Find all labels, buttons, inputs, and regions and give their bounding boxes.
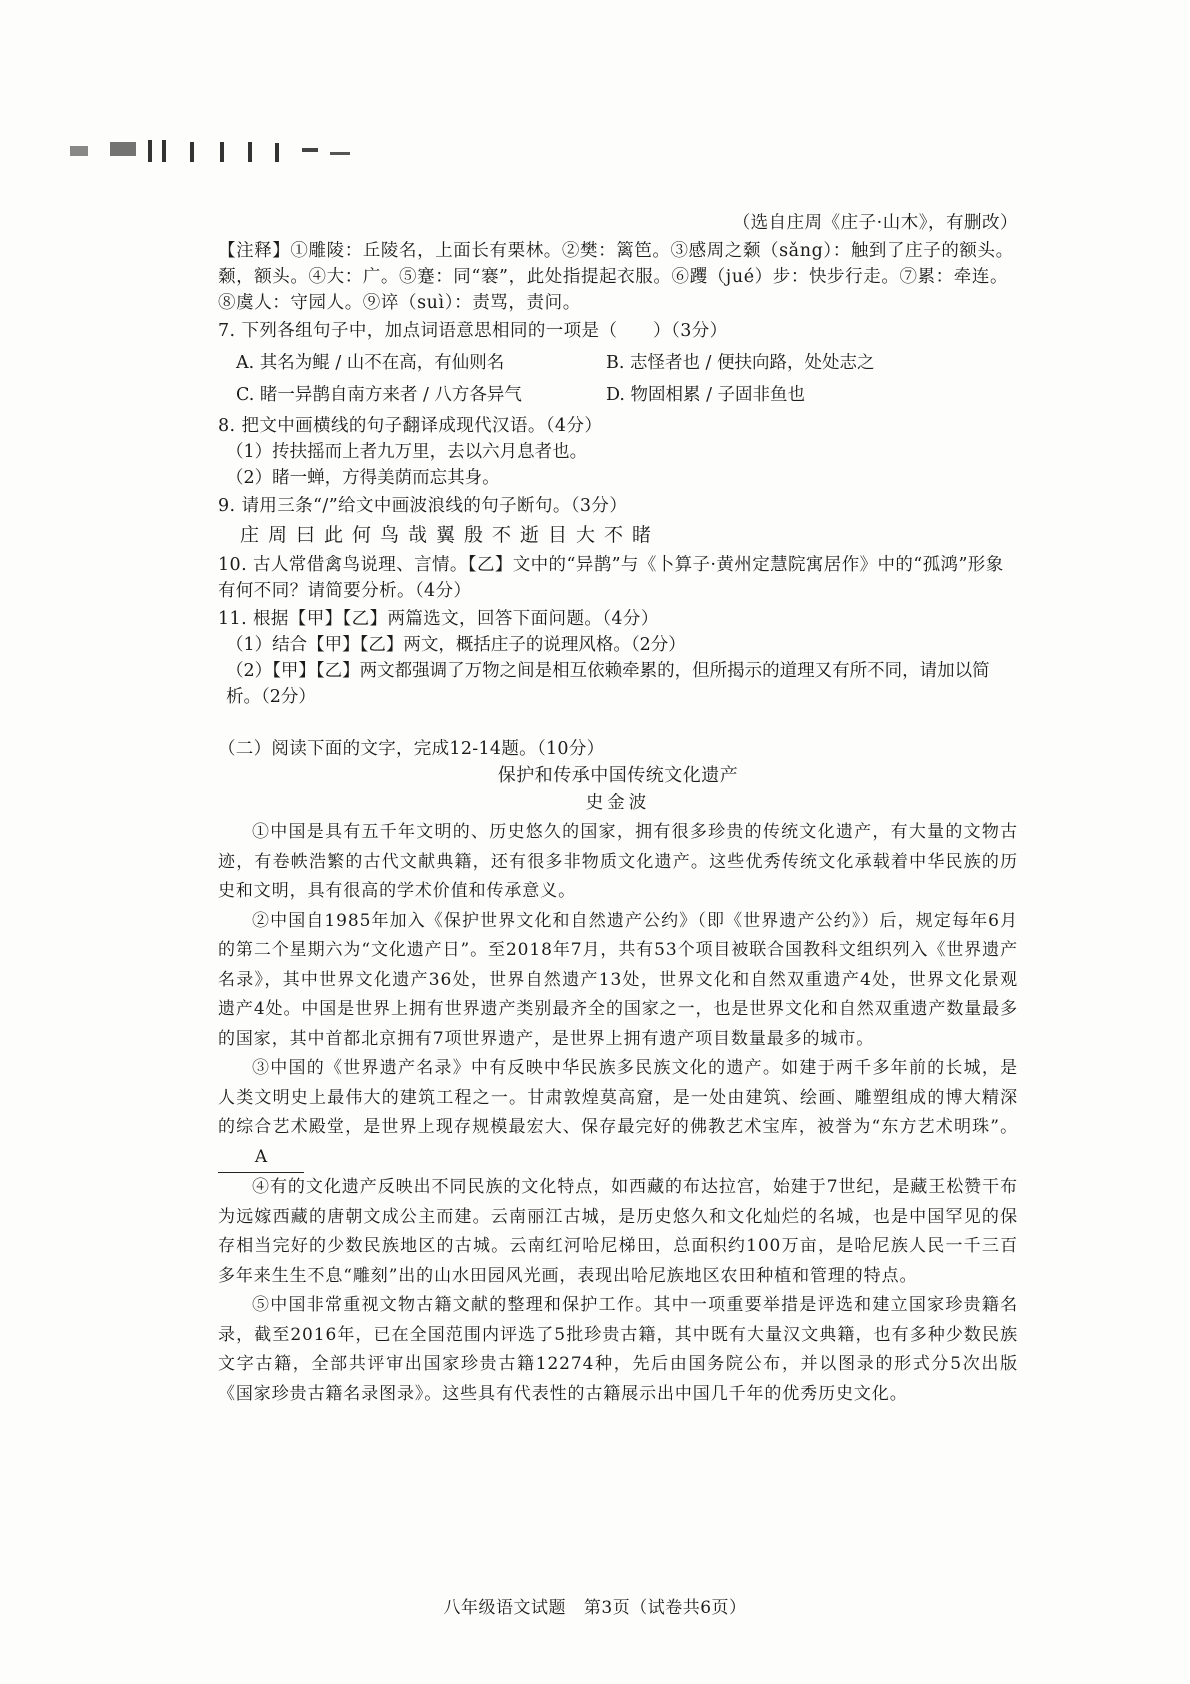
article-paragraph-2: ②中国自1985年加入《保护世界文化和自然遗产公约》（即《世界遗产公约》）后，规定每年6月的第二个星期六为“文化遗产日”。至2018年7月，共有53个项目被联合国教科文组织列入《世界遗产名录》，其中世界文化遗产36处，世界自然遗产13处，世界文化和自然双重遗产4处，世界文化景观遗产4处。中国是世界上拥有世界遗产类别最齐全的国家之一，也是世界文化和自然双重遗产数量最多的国家，其中首都北京拥有7项世界遗产，是世界上拥有遗产项目数量最多的城市。 (218, 910, 1018, 1049)
question-9-stem: 9. 请用三条“/”给文中画波浪线的句子断句。（3分） (218, 496, 628, 516)
article-paragraph-4: ④有的文化遗产反映出不同民族的文化特点，如西藏的布达拉宫，始建于7世纪，是藏王松赞干布为远嫁西藏的唐朝文成公主而建。云南丽江古城，是历史悠久和文化灿烂的名城，也是中国罕见的保存相当完好的少数民族地区的古城。云南红河哈尼梯田，总面积约100万亩，是哈尼族人民一千三百多年来生生不息“雕刻”出的山水田园风光画，表现出哈尼族地区农田种植和管理的特点。 (218, 1177, 1018, 1286)
question-8-stem: 8. 把文中画横线的句子翻译成现代汉语。（4分） (218, 416, 603, 436)
section-2-heading: （二）阅读下面的文字，完成12-14题。（10分） (218, 739, 605, 759)
question-7-options (236, 347, 1018, 411)
paragraph-3-text: ③中国的《世界遗产名录》中有反映中华民族多民族文化的遗产。如建于两千多年前的长城，是人类文明史上最伟大的建筑工程之一。甘肃敦煌莫高窟，是一处由建筑、绘画、雕塑组成的博大精深的综合艺术殿堂，是世界上现存规模最宏大、保存最完好的佛教艺术宝库，被誉为“东方艺术明珠”。 (218, 1058, 1018, 1137)
footer-subject: 八年级语文试题 (443, 1598, 566, 1618)
article-author: 史金波 (585, 793, 651, 813)
question-9-sentence: 庄周曰此何鸟哉翼殷不逝目大不睹 (240, 524, 661, 546)
article-paragraph-1: ①中国是具有五千年文明的、历史悠久的国家，拥有很多珍贵的传统文化遗产，有大量的文物古迹，有卷帙浩繁的古代文献典籍，还有很多非物质文化遗产。这些优秀传统文化承载着中华民族的历史和文明，具有很高的学术价值和传承意义。 (218, 822, 1018, 901)
question-11-stem: 11. 根据【甲】【乙】两篇选文，回答下面问题。（4分） (218, 609, 659, 629)
question-11-item-1: （1）结合【甲】【乙】两文，概括庄子的说理风格。（2分） (226, 635, 686, 655)
annotation-note: 【注释】①雕陵：丘陵名，上面长有栗林。②樊：篱笆。③感周之颡（sǎng）：触到了庄子的额头。颡，额头。④大：广。⑤蹇：同“褰”，此处指提起衣服。⑥躩（jué）步：快步行走。⑦累：牵连。⑧虞人：守园人。⑨谇（suì）：责骂，责问。 (218, 241, 1014, 313)
page-footer (0, 1593, 1190, 1618)
option-b: B. 志怪者也 / 便扶向路，处处志之 (606, 353, 875, 373)
article-title: 保护和传承中国传统文化遗产 (497, 765, 739, 786)
scan-artifact-strip (70, 138, 370, 164)
question-8-item-2: （2）睹一蝉，方得美荫而忘其身。 (226, 468, 500, 488)
question-8-item-1: （1）抟扶摇而上者九万里，去以六月息者也。 (226, 442, 588, 462)
article-paragraph-3 (218, 1054, 1018, 1173)
option-c: C. 睹一异鹊自南方来者 / 八方各异气 (236, 385, 522, 405)
fill-blank-a[interactable]: A (218, 1143, 304, 1174)
question-7-stem: 7. 下列各组句子中，加点词语意思相同的一项是（ ）（3分） (218, 321, 728, 341)
article-paragraph-5: ⑤中国非常重视文物古籍文献的整理和保护工作。其中一项重要举措是评选和建立国家珍贵籍名录，截至2016年，已在全国范围内评选了5批珍贵古籍，其中既有大量汉文典籍，也有多种少数民族文字古籍，全部共评审出国家珍贵古籍12274种，先后由国务院公布，并以图录的形式分5次出版《国家珍贵古籍名录图录》。这些具有代表性的古籍展示出中国几千年的优秀历史文化。 (218, 1295, 1018, 1404)
question-11-item-2: （2）【甲】【乙】两文都强调了万物之间是相互依赖牵累的，但所揭示的道理又有所不同，请加以简析。（2分） (226, 661, 990, 707)
exam-page-body (218, 210, 1018, 1409)
source-citation: （选自庄周《庄子·山木》，有删改） (732, 213, 1018, 233)
option-a: A. 其名为鲲 / 山不在高，有仙则名 (236, 353, 505, 373)
footer-page-number: 第3页（试卷共6页） (583, 1598, 747, 1618)
question-10: 10. 古人常借禽鸟说理、言情。【乙】文中的“异鹊”与《卜算子·黄州定慧院寓居作》中的“孤鸿”形象有何不同？请简要分析。（4分） (218, 555, 1004, 601)
option-d: D. 物固相累 / 子固非鱼也 (606, 385, 806, 405)
